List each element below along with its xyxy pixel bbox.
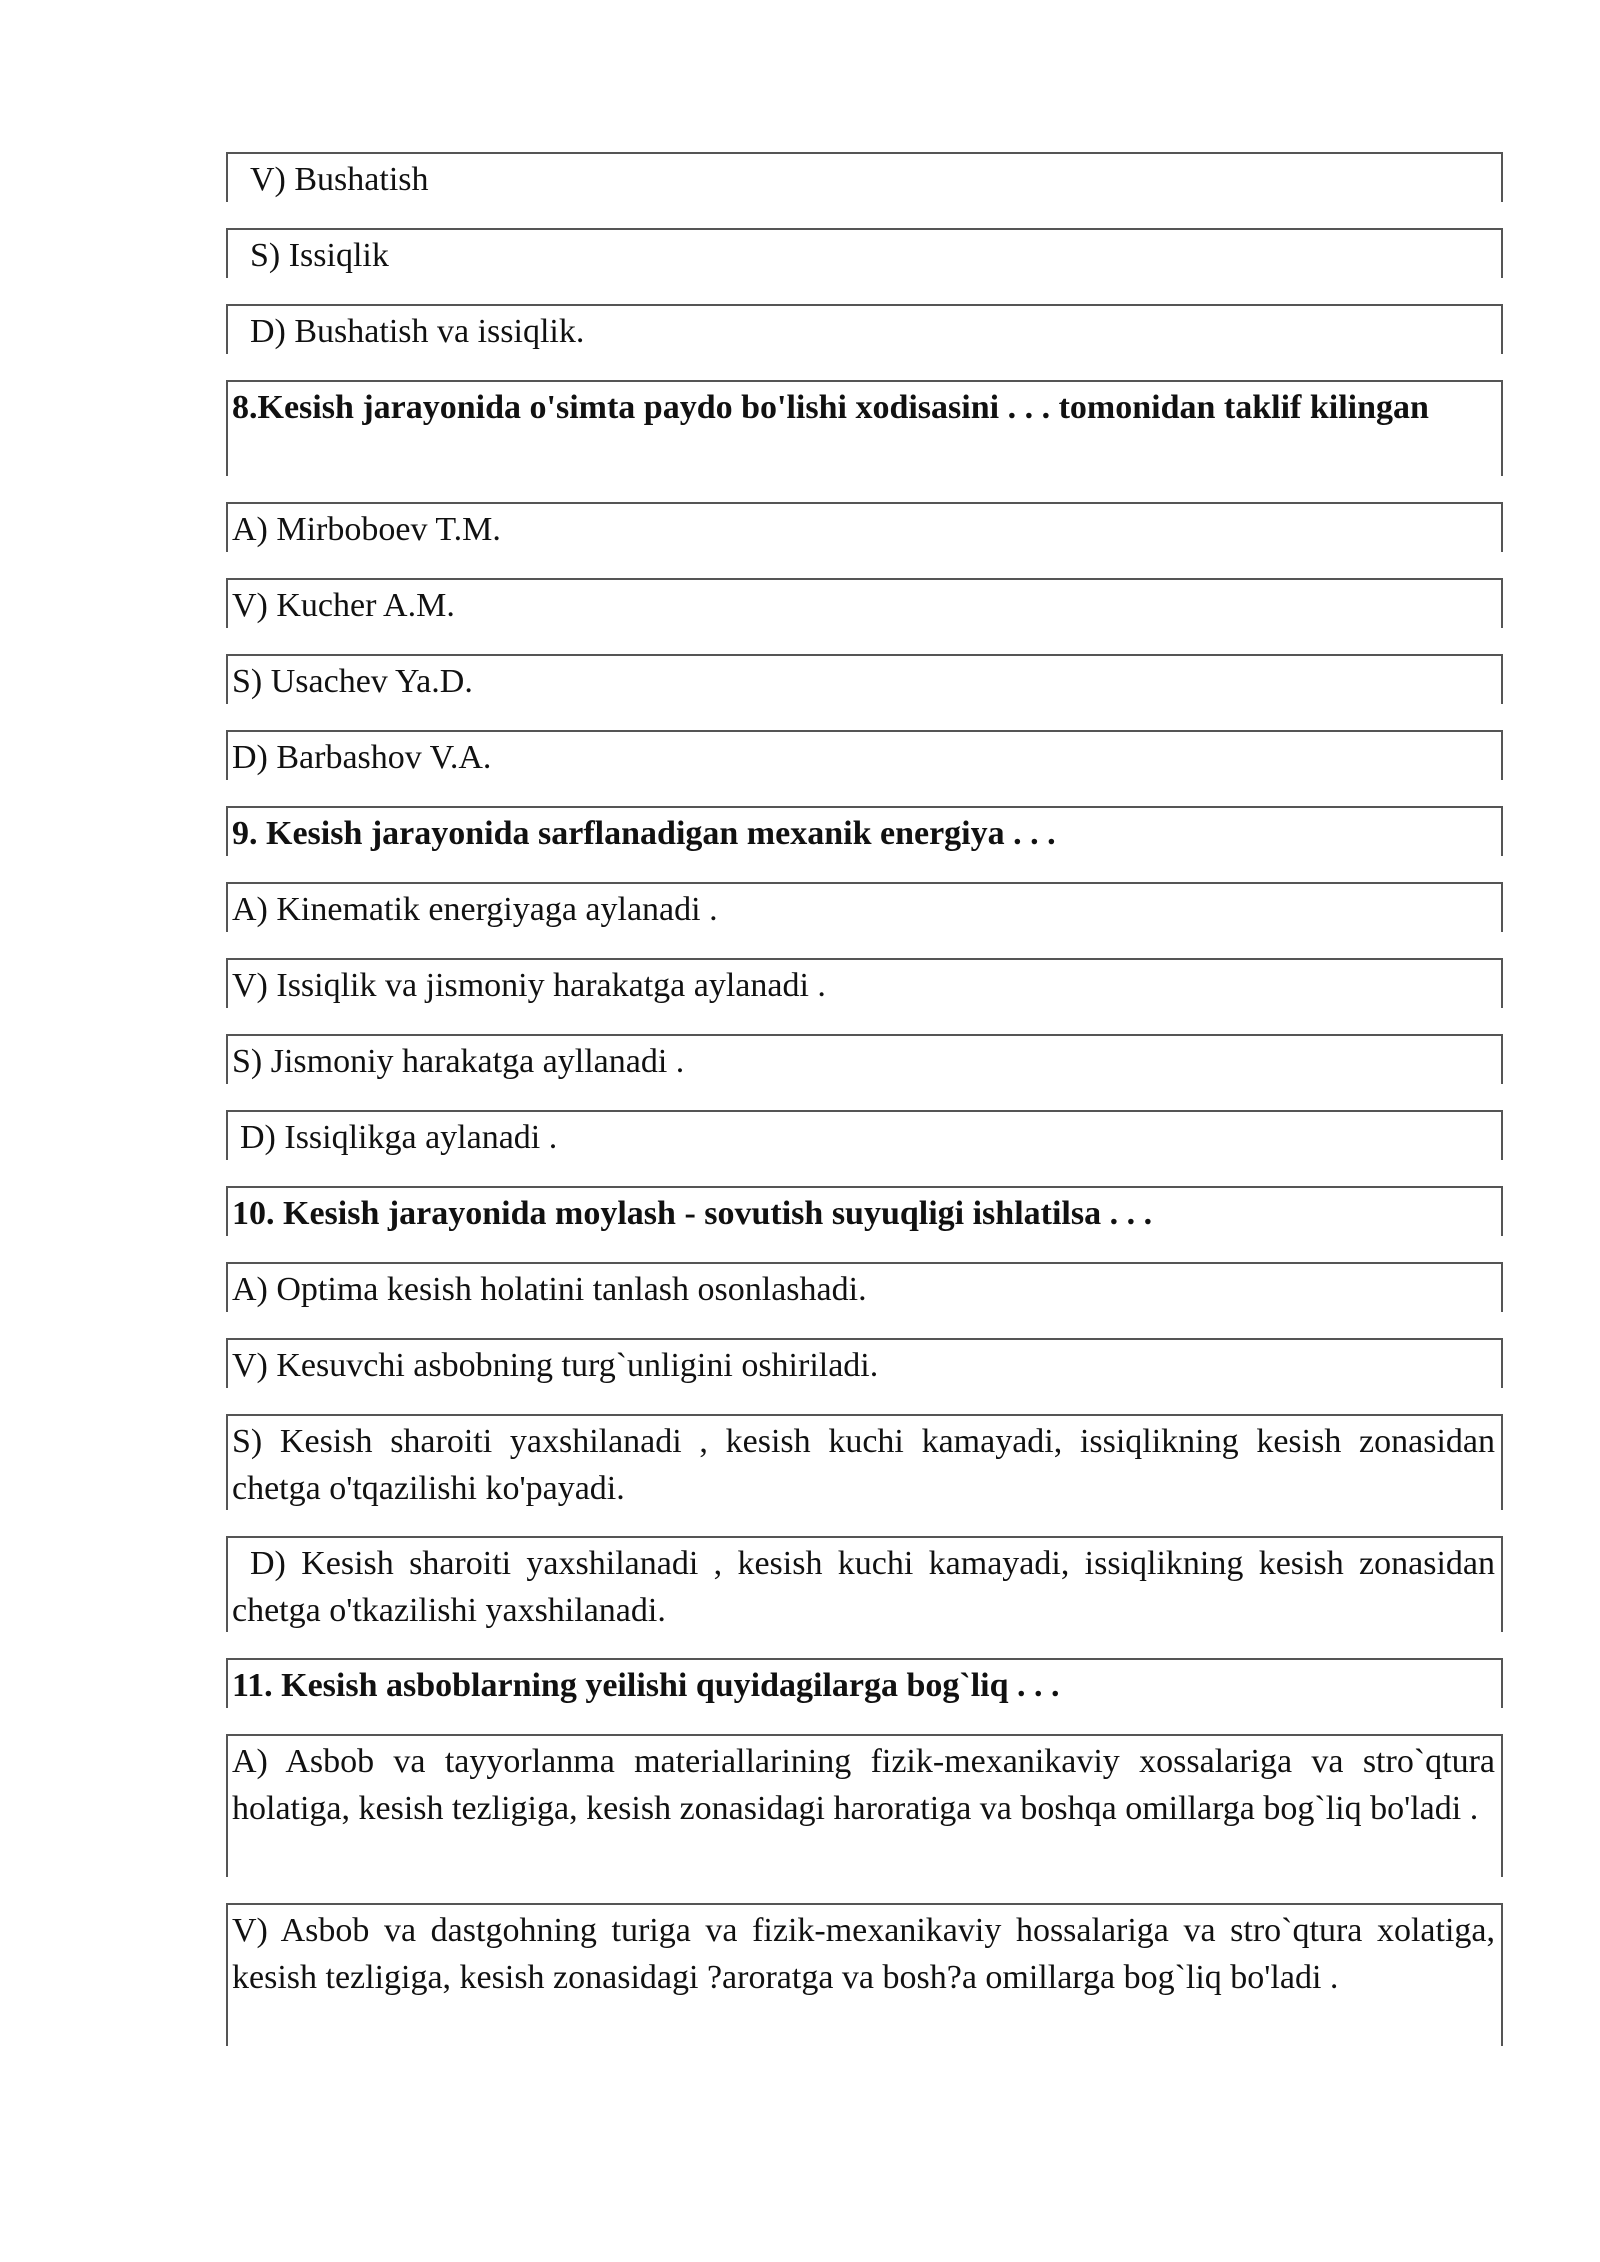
- option-text: S) Issiqlik: [250, 237, 389, 274]
- question-text: 10. Kesish jarayonida moylash - sovutish suyuqligi ishlatilsa . . .: [232, 1195, 1153, 1232]
- question-text: 9. Kesish jarayonida sarflanadigan mexanik energiya . . .: [232, 815, 1056, 852]
- test-page: [226, 152, 1503, 2072]
- question-text: 8.Kesish jarayonida o'simta paydo bo'lishi xodisasini . . . tomonidan taklif kilingan: [232, 389, 1429, 426]
- question-11: [226, 1658, 1503, 1708]
- option-text: V) Kucher A.M.: [232, 587, 455, 624]
- option-row: [226, 654, 1503, 704]
- question-9: [226, 806, 1503, 856]
- option-text: A) Kinematik energiyaga aylanadi .: [232, 891, 718, 928]
- option-text: S) Jismoniy harakatga ayllanadi .: [232, 1043, 685, 1080]
- option-row: [226, 1262, 1503, 1312]
- option-text: D) Bushatish va issiqlik.: [250, 313, 585, 350]
- option-row: [226, 502, 1503, 552]
- option-row: [226, 730, 1503, 780]
- option-text: V) Bushatish: [250, 161, 429, 198]
- option-row: [226, 1110, 1503, 1160]
- option-row: [226, 1734, 1503, 1877]
- question-10: [226, 1186, 1503, 1236]
- question-8: [226, 380, 1503, 476]
- question-text: 11. Kesish asboblarning yeilishi quyidagilarga bog`liq . . .: [232, 1667, 1060, 1704]
- option-row: [226, 228, 1503, 278]
- option-row: [226, 1414, 1503, 1510]
- option-row: [226, 152, 1503, 202]
- option-text: V) Issiqlik va jismoniy harakatga aylanadi .: [232, 967, 826, 1004]
- option-row: [226, 578, 1503, 628]
- option-text: D) Kesish sharoiti yaxshilanadi , kesish kuchi kamayadi, issiqlikning kesish zonasidan chetga o'tkazilishi yaxshilanadi.: [232, 1545, 1495, 1629]
- option-row: [226, 882, 1503, 932]
- option-text: D) Issiqlikga aylanadi .: [240, 1119, 558, 1156]
- option-text: V) Asbob va dastgohning turiga va fizik-mexanikaviy hossalariga va stro`qtura xolatiga, kesish tezligiga, kesish zonasidagi ?aroratga va bosh?a omillarga bog`liq bo'ladi .: [232, 1912, 1495, 1996]
- option-text: A) Mirboboev T.M.: [232, 511, 501, 548]
- option-text: V) Kesuvchi asbobning turg`unligini oshiriladi.: [232, 1347, 879, 1384]
- option-row: [226, 1338, 1503, 1388]
- option-text: S) Usachev Ya.D.: [232, 663, 473, 700]
- option-text: A) Optima kesish holatini tanlash osonlashadi.: [232, 1271, 867, 1308]
- option-row: [226, 1536, 1503, 1632]
- option-text: A) Asbob va tayyorlanma materiallarining fizik-mexanikaviy xossalariga va stro`qtura holatiga, kesish tezligiga, kesish zonasidagi haroratiga va boshqa omillarga bog`liq bo'ladi .: [232, 1743, 1495, 1827]
- option-row: [226, 958, 1503, 1008]
- option-row: [226, 1034, 1503, 1084]
- option-row: [226, 304, 1503, 354]
- option-text: D) Barbashov V.A.: [232, 739, 492, 776]
- option-text: S) Kesish sharoiti yaxshilanadi , kesish kuchi kamayadi, issiqlikning kesish zonasidan chetga o'tqazilishi ko'payadi.: [232, 1423, 1495, 1507]
- option-row: [226, 1903, 1503, 2046]
